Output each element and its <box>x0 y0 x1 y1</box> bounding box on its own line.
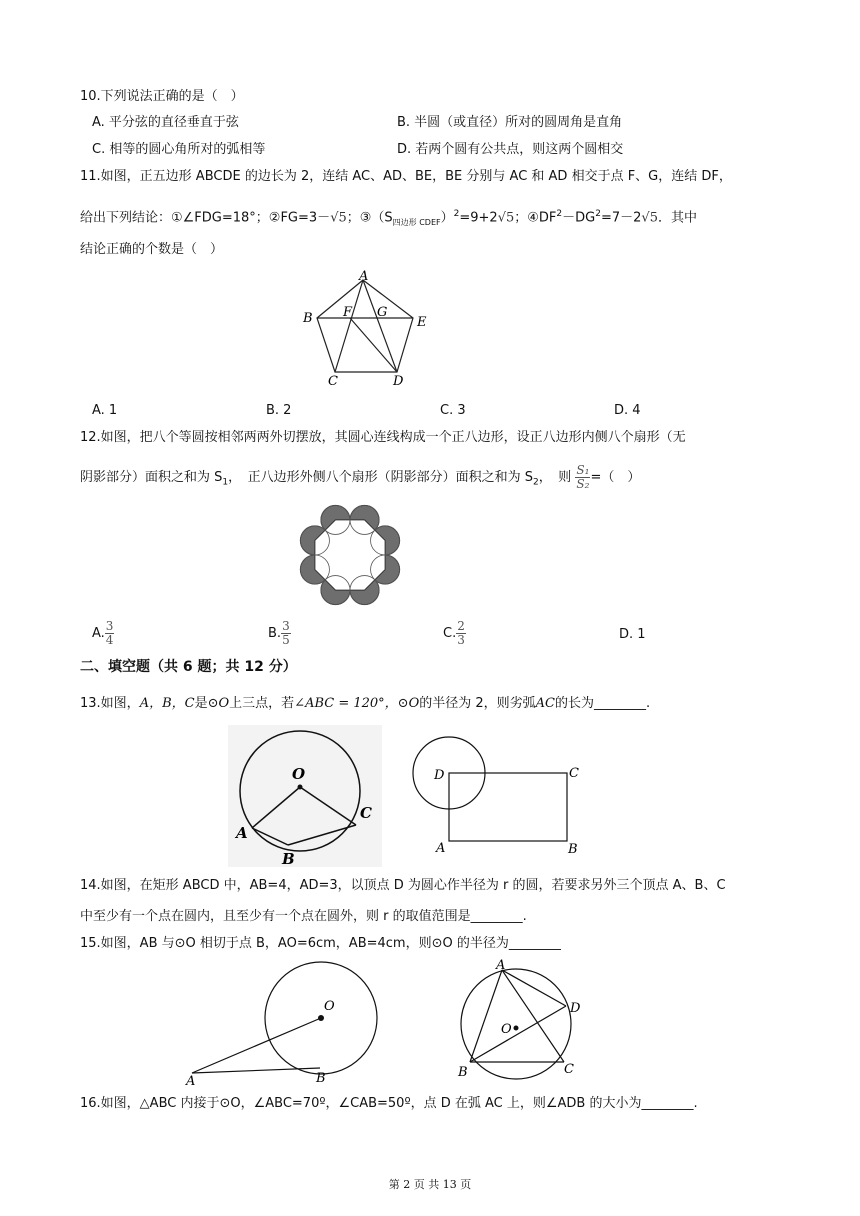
q10-option-d: D. 若两个圆有公共点，则这两个圆相交 <box>397 142 624 157</box>
label-o: O <box>292 765 306 783</box>
tangent-figure <box>180 958 380 1088</box>
q12-option-c: C. $\frac{2}{3}$ <box>443 619 465 647</box>
label-b: B <box>316 1071 326 1086</box>
circle-abc-figure <box>228 725 382 867</box>
q14-line1: 14.如图，在矩形 ABCD 中，AB=4，AD=3，以顶点 D 为圆心作半径为 r 的圆，若要求另外三个顶点 A、B、C <box>80 878 726 893</box>
q10-option-b: B. 半圆（或直径）所对的圆周角是直角 <box>397 115 623 130</box>
page-footer: 第 2 页 共 13 页 <box>388 1178 472 1191</box>
pentagon-figure <box>295 268 435 392</box>
q11-line2: 给出下列结论：①∠FDG=18°；②FG=3－√5；$③(S_{四边形 CDEF})^2=9+2√5$；$④DF^2-DG^2=7-2√5$．其中 <box>80 209 697 227</box>
label-a: A <box>436 841 446 856</box>
rectangle-circle-figure <box>412 735 592 857</box>
label-a: A <box>186 1074 196 1088</box>
q11-option-b: B. 2 <box>266 403 292 418</box>
sqrt5-symbol: √5 <box>330 210 347 226</box>
q10-stem: 10.下列说法正确的是（ ） <box>80 89 244 104</box>
label-c: C <box>569 766 579 781</box>
section-title: 二、填空题（共 6 题；共 12 分） <box>80 659 297 675</box>
label-b: B <box>303 311 313 326</box>
label-d: D <box>393 374 404 389</box>
label-a: A <box>236 824 248 842</box>
q10-option-c: C. 相等的圆心角所对的弧相等 <box>92 142 266 157</box>
label-o: O <box>501 1022 512 1037</box>
label-b: B <box>282 850 295 867</box>
s1-over-s2-fraction: $\frac{\text{S₁}}{\text{S₂}}$ <box>576 463 590 491</box>
q12-option-d: D. 1 <box>619 627 646 642</box>
label-c: C <box>360 804 372 822</box>
q12-line2: 阴影部分）面积之和为 $S_1$， 正八边形外侧八个扇形（阴影部分）面积之和为 $S_2$， 则 $\frac{\text{S₁}}{\text{S₂}}$ =（ ） <box>80 463 641 491</box>
q11-line1: 11.如图，正五边形 ABCDE 的边长为 2，连结 AC、AD、BE，BE 分别与 AC 和 AD 相交于点 F、G，连结 DF， <box>80 169 732 184</box>
label-b: B <box>568 842 578 857</box>
q16-line: 16.如图，△ABC 内接于⊙O，∠ABC=70º，∠CAB=50º，点 D 在弧 AC 上，则∠ADB 的大小为________. <box>80 1096 698 1111</box>
eight-circles-figure <box>296 502 404 608</box>
q10-option-a: A. 平分弦的直径垂直于弦 <box>92 115 239 130</box>
q11-option-c: C. 3 <box>440 403 466 418</box>
triangle-circle-figure <box>446 958 596 1082</box>
q12-option-a: A. $\frac{3}{4}$ <box>92 619 114 647</box>
label-e: E <box>417 315 427 330</box>
label-g: G <box>377 305 388 320</box>
q12-line1: 12.如图，把八个等圆按相邻两两外切摆放，其圆心连线构成一个正八边形，设正八边形内侧八个扇形（无 <box>80 430 686 445</box>
label-d: D <box>570 1001 581 1016</box>
label-a: A <box>496 958 506 973</box>
label-f: F <box>343 305 353 320</box>
label-d: D <box>434 768 445 783</box>
q11-line3: 结论正确的个数是（ ） <box>80 242 224 257</box>
q14-line2: 中至少有一个点在圆内，且至少有一个点在圆外，则 r 的取值范围是________. <box>80 909 527 924</box>
q12-option-b: B. $\frac{3}{5}$ <box>268 619 290 647</box>
label-a: A <box>359 269 369 284</box>
q13-line: 13.如图，A，B，C是⊙O上三点，若∠ABC = 120°，⊙O的半径为 2，则劣弧AC的长为________. <box>80 696 651 711</box>
label-c: C <box>564 1062 574 1077</box>
q11-option-a: A. 1 <box>92 403 118 418</box>
label-c: C <box>328 374 338 389</box>
q15-line: 15.如图，AB 与⊙O 相切于点 B，AO=6cm，AB=4cm，则⊙O 的半径为________ <box>80 936 561 951</box>
label-b: B <box>458 1065 468 1080</box>
q11-option-d: D. 4 <box>614 403 641 418</box>
label-o: O <box>324 999 335 1014</box>
